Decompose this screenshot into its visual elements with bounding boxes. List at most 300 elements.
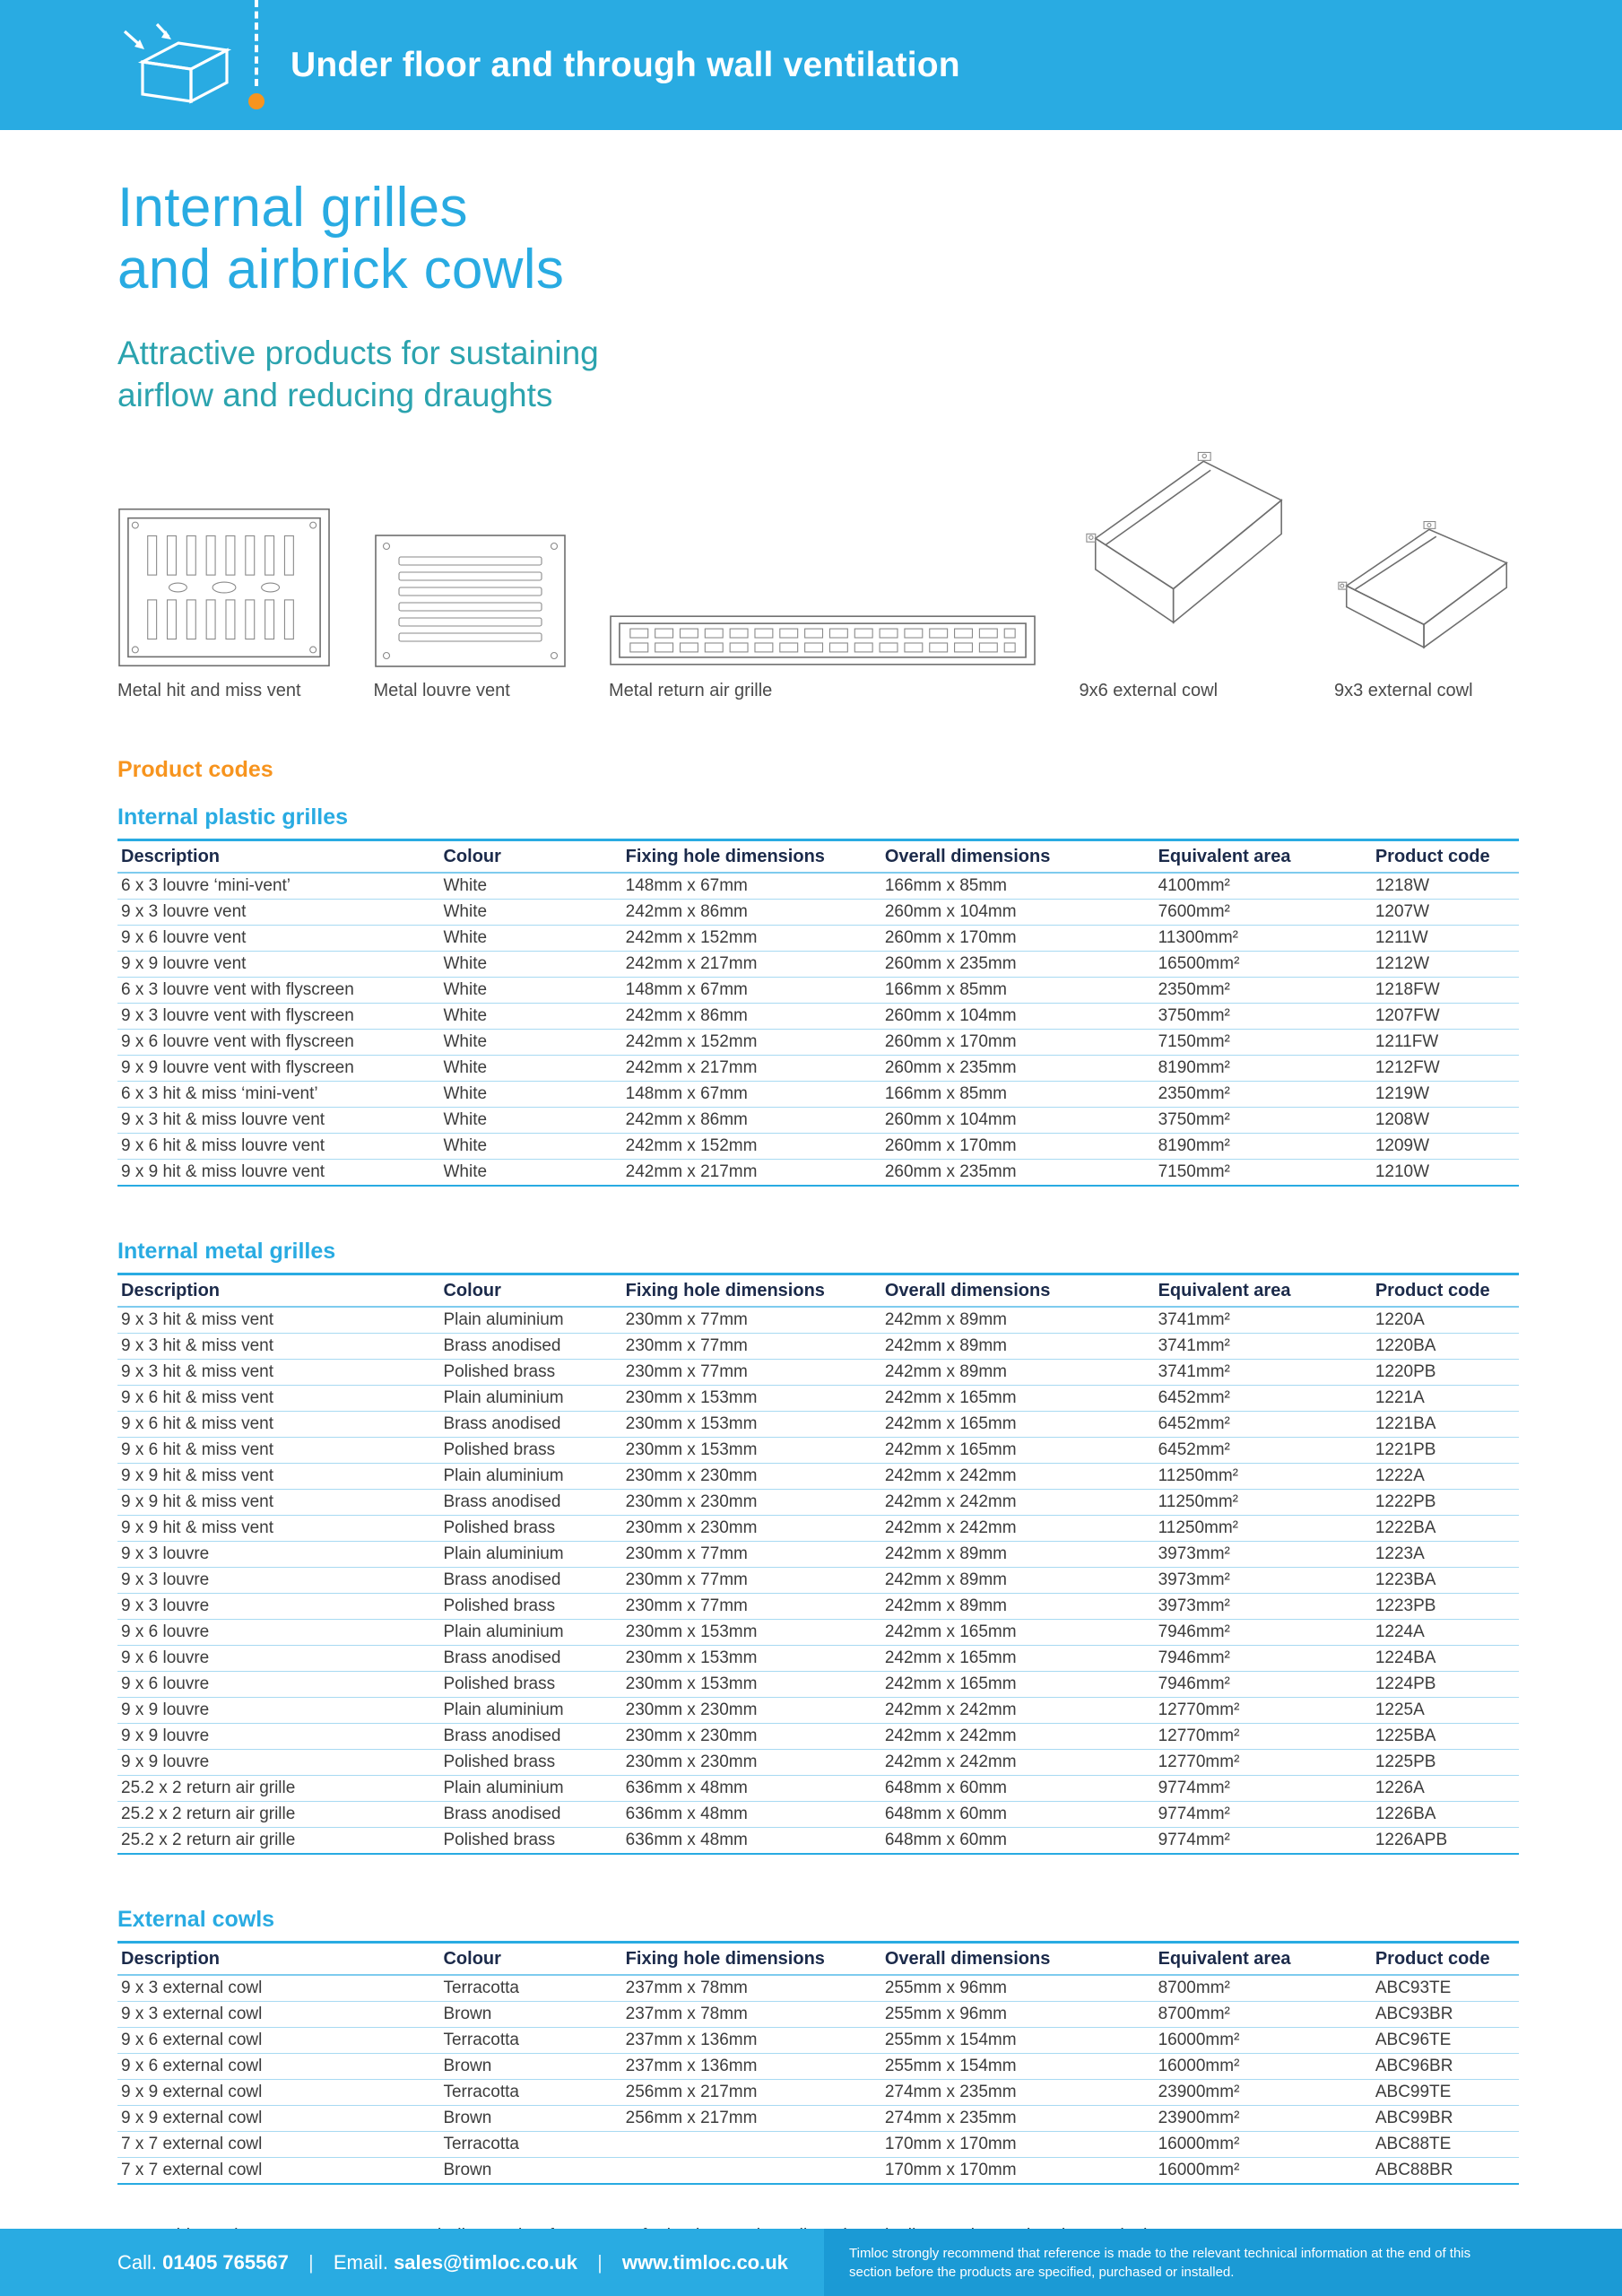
table-cell: 242mm x 86mm	[622, 899, 881, 925]
table-cell: 9 x 9 hit & miss vent	[117, 1463, 439, 1489]
table-cell: 260mm x 235mm	[881, 951, 1155, 977]
table-cell: 12770mm²	[1155, 1749, 1372, 1775]
table-cell: 242mm x 242mm	[881, 1463, 1155, 1489]
table-cell: 242mm x 242mm	[881, 1749, 1155, 1775]
header-title: Under floor and through wall ventilation	[291, 45, 960, 84]
table-cell: 148mm x 67mm	[622, 873, 881, 900]
table-cell: Brown	[439, 2105, 621, 2131]
table-cell: 237mm x 78mm	[622, 1975, 881, 2002]
table-cell: 242mm x 217mm	[622, 1159, 881, 1186]
table-cell: 9 x 9 louvre	[117, 1697, 439, 1723]
table-cell: 148mm x 67mm	[622, 1081, 881, 1107]
table-title: External cowls	[117, 1906, 275, 1932]
table-cell: Brass anodised	[439, 1723, 621, 1749]
table-cell: 6 x 3 louvre vent with flyscreen	[117, 977, 439, 1003]
product-caption: 9x3 external cowl	[1334, 680, 1473, 700]
table-cell: ABC88TE	[1372, 2131, 1519, 2157]
column-header: Colour	[439, 839, 621, 873]
table-row	[117, 1107, 1519, 1133]
table-cell	[622, 2131, 881, 2157]
page-title-line1: Internal grilles	[117, 177, 468, 239]
table-cell: 242mm x 165mm	[881, 1437, 1155, 1463]
table-cell: 7 x 7 external cowl	[117, 2157, 439, 2184]
table-cell: 1218W	[1372, 873, 1519, 900]
table-row	[117, 1801, 1519, 1827]
product-figure-return-air-grille	[609, 613, 1037, 701]
table-cell: 3741mm²	[1155, 1307, 1372, 1334]
table-row	[117, 1029, 1519, 1055]
table-cell: 2350mm²	[1155, 977, 1372, 1003]
return-air-grille-image	[609, 613, 1037, 668]
table-row	[117, 1489, 1519, 1515]
table-row	[117, 1133, 1519, 1159]
table-row	[117, 1541, 1519, 1567]
table-cell: 242mm x 165mm	[881, 1411, 1155, 1437]
table-row	[117, 873, 1519, 900]
table-row	[117, 1081, 1519, 1107]
table-cell: 230mm x 77mm	[622, 1593, 881, 1619]
table-cell: 242mm x 152mm	[622, 925, 881, 951]
external-cowl-9x3-image	[1334, 516, 1519, 668]
table-cell: 237mm x 78mm	[622, 2001, 881, 2027]
table-row	[117, 1463, 1519, 1489]
table-cell: White	[439, 1107, 621, 1133]
product-caption: Metal hit and miss vent	[117, 680, 301, 700]
table-cell: 242mm x 89mm	[881, 1567, 1155, 1593]
table-cell: 274mm x 235mm	[881, 2105, 1155, 2131]
table-cell: 3750mm²	[1155, 1107, 1372, 1133]
table-cell: 2350mm²	[1155, 1081, 1372, 1107]
dashed-divider	[239, 0, 274, 130]
table-cell: 3750mm²	[1155, 1003, 1372, 1029]
page-title	[117, 177, 1519, 301]
table-cell: 9 x 6 louvre vent with flyscreen	[117, 1029, 439, 1055]
column-header: Fixing hole dimensions	[622, 1942, 881, 1975]
table-cell: 6452mm²	[1155, 1437, 1372, 1463]
page-footer	[0, 2229, 1622, 2296]
column-header: Description	[117, 1274, 439, 1307]
table-row	[117, 1775, 1519, 1801]
table-cell: Brass anodised	[439, 1567, 621, 1593]
table-cell: 12770mm²	[1155, 1697, 1372, 1723]
table-cell	[622, 2157, 881, 2184]
table-cell: Brass anodised	[439, 1645, 621, 1671]
table-cell: 242mm x 242mm	[881, 1697, 1155, 1723]
table-cell: 648mm x 60mm	[881, 1775, 1155, 1801]
column-header: Equivalent area	[1155, 1942, 1372, 1975]
table-cell: 242mm x 89mm	[881, 1359, 1155, 1385]
table-row	[117, 1333, 1519, 1359]
table-cell: 9 x 9 hit & miss vent	[117, 1515, 439, 1541]
table-cell: 16000mm²	[1155, 2027, 1372, 2053]
table-cell: 1218FW	[1372, 977, 1519, 1003]
table-cell: White	[439, 899, 621, 925]
table-cell: 237mm x 136mm	[622, 2027, 881, 2053]
hit-and-miss-vent-image	[117, 507, 331, 668]
table-cell: 1219W	[1372, 1081, 1519, 1107]
table-row	[117, 1645, 1519, 1671]
table-cell: 242mm x 86mm	[622, 1107, 881, 1133]
table-cell: ABC93TE	[1372, 1975, 1519, 2002]
table-title: Internal metal grilles	[117, 1238, 336, 1264]
table-cell: 230mm x 230mm	[622, 1489, 881, 1515]
product-caption: 9x6 external cowl	[1079, 680, 1219, 700]
table-row	[117, 1593, 1519, 1619]
table-cell: White	[439, 1003, 621, 1029]
table-cell: 7 x 7 external cowl	[117, 2131, 439, 2157]
table-row	[117, 2001, 1519, 2027]
table-cell: 6 x 3 louvre ‘mini-vent’	[117, 873, 439, 900]
column-header: Overall dimensions	[881, 1942, 1155, 1975]
table-cell: 9 x 3 louvre vent	[117, 899, 439, 925]
table-row	[117, 1003, 1519, 1029]
column-header: Colour	[439, 1942, 621, 1975]
table-cell: 242mm x 165mm	[881, 1619, 1155, 1645]
table-cell: 6452mm²	[1155, 1385, 1372, 1411]
page-subtitle-line2: airflow and reducing draughts	[117, 377, 553, 414]
table-cell: 237mm x 136mm	[622, 2053, 881, 2079]
page-content	[0, 177, 1622, 2247]
column-header: Fixing hole dimensions	[622, 839, 881, 873]
table-cell: White	[439, 873, 621, 900]
table-cell: Brass anodised	[439, 1801, 621, 1827]
table-cell: ABC99TE	[1372, 2079, 1519, 2105]
table-cell: 1221BA	[1372, 1411, 1519, 1437]
footer-separator: |	[308, 2250, 314, 2274]
table-cell: 260mm x 170mm	[881, 1029, 1155, 1055]
table-cell: 9 x 3 hit & miss vent	[117, 1359, 439, 1385]
table-cell: 230mm x 77mm	[622, 1333, 881, 1359]
table-row	[117, 2105, 1519, 2131]
table-cell: 9 x 6 external cowl	[117, 2053, 439, 2079]
table-cell: 255mm x 96mm	[881, 2001, 1155, 2027]
table-cell: 260mm x 104mm	[881, 899, 1155, 925]
table-cell: 11250mm²	[1155, 1515, 1372, 1541]
table-cell: 3973mm²	[1155, 1567, 1372, 1593]
table-cell: 8700mm²	[1155, 1975, 1372, 2002]
table-cell: 9 x 9 hit & miss vent	[117, 1489, 439, 1515]
column-header: Equivalent area	[1155, 839, 1372, 873]
table-cell: 260mm x 104mm	[881, 1107, 1155, 1133]
table-cell: 260mm x 235mm	[881, 1055, 1155, 1081]
table-row	[117, 899, 1519, 925]
product-figure-cowl-9x3	[1334, 516, 1519, 701]
table-cell: 11250mm²	[1155, 1489, 1372, 1515]
table-header-row	[117, 839, 1519, 873]
table-cell: Polished brass	[439, 1437, 621, 1463]
table-cell: 25.2 x 2 return air grille	[117, 1827, 439, 1854]
table-cell: Brass anodised	[439, 1411, 621, 1437]
table-cell: 242mm x 89mm	[881, 1307, 1155, 1334]
table-row	[117, 2131, 1519, 2157]
table-cell: 23900mm²	[1155, 2105, 1372, 2131]
table-cell: 9 x 6 louvre	[117, 1645, 439, 1671]
table-cell: 255mm x 154mm	[881, 2053, 1155, 2079]
table-row	[117, 1411, 1519, 1437]
page-subtitle	[117, 332, 1519, 417]
column-header: Product code	[1372, 1274, 1519, 1307]
table-cell: 230mm x 153mm	[622, 1645, 881, 1671]
table-cell: 1226BA	[1372, 1801, 1519, 1827]
table-cell: 230mm x 230mm	[622, 1723, 881, 1749]
table-cell: Plain aluminium	[439, 1307, 621, 1334]
table-cell: 230mm x 77mm	[622, 1307, 881, 1334]
table-cell: 242mm x 217mm	[622, 951, 881, 977]
table-cell: 230mm x 230mm	[622, 1463, 881, 1489]
table-cell: 1212W	[1372, 951, 1519, 977]
table-cell: 9 x 3 louvre	[117, 1541, 439, 1567]
table-cell: Brown	[439, 2001, 621, 2027]
table-cell: 230mm x 153mm	[622, 1411, 881, 1437]
table-cell: White	[439, 1029, 621, 1055]
table-cell: 1224BA	[1372, 1645, 1519, 1671]
table-cell: 1225PB	[1372, 1749, 1519, 1775]
table-cell: 9 x 3 hit & miss vent	[117, 1307, 439, 1334]
table-cell: 242mm x 165mm	[881, 1671, 1155, 1697]
table-cell: 166mm x 85mm	[881, 873, 1155, 900]
table-cell: 230mm x 230mm	[622, 1515, 881, 1541]
table-cell: 242mm x 165mm	[881, 1645, 1155, 1671]
table-cell: 1223A	[1372, 1541, 1519, 1567]
table-row	[117, 977, 1519, 1003]
dashed-line	[255, 0, 258, 86]
column-header: Description	[117, 1942, 439, 1975]
table-row	[117, 1619, 1519, 1645]
table-cell: 16000mm²	[1155, 2157, 1372, 2184]
table-cell: 9 x 9 louvre	[117, 1723, 439, 1749]
table-cell: 256mm x 217mm	[622, 2105, 881, 2131]
table-cell: 1221A	[1372, 1385, 1519, 1411]
table-title: Internal plastic grilles	[117, 804, 349, 830]
footer-separator: |	[597, 2250, 603, 2274]
table-cell: 1210W	[1372, 1159, 1519, 1186]
internal-metal-grilles-table	[117, 1273, 1519, 1855]
table-cell: White	[439, 1133, 621, 1159]
table-cell: 230mm x 153mm	[622, 1671, 881, 1697]
table-cell: 23900mm²	[1155, 2079, 1372, 2105]
table-cell: ABC96BR	[1372, 2053, 1519, 2079]
page-header	[0, 0, 1622, 130]
table-cell: 9 x 6 hit & miss vent	[117, 1411, 439, 1437]
table-cell: 1226A	[1372, 1775, 1519, 1801]
column-header: Colour	[439, 1274, 621, 1307]
table-cell: 1222A	[1372, 1463, 1519, 1489]
table-cell: Plain aluminium	[439, 1775, 621, 1801]
product-figure-louvre	[374, 534, 567, 701]
table-cell: 7600mm²	[1155, 899, 1372, 925]
table-cell: 12770mm²	[1155, 1723, 1372, 1749]
table-row	[117, 1975, 1519, 2002]
column-header: Product code	[1372, 839, 1519, 873]
table-cell: 7946mm²	[1155, 1645, 1372, 1671]
page-title-line2: and airbrick cowls	[117, 239, 565, 301]
column-header: Equivalent area	[1155, 1274, 1372, 1307]
table-cell: 636mm x 48mm	[622, 1801, 881, 1827]
footer-disclaimer: Timloc strongly recommend that reference is made to the relevant technical information at the end of this section before the products are specified, purchased or installed.	[824, 2229, 1622, 2296]
section-external-cowls	[117, 1907, 1519, 2185]
product-figure-hit-and-miss	[117, 507, 331, 701]
page-subtitle-line1: Attractive products for sustaining	[117, 334, 599, 371]
table-cell: 1208W	[1372, 1107, 1519, 1133]
email-link[interactable]: sales@timloc.co.uk	[394, 2250, 577, 2274]
orange-dot-icon	[248, 93, 265, 109]
table-cell: 9 x 3 external cowl	[117, 2001, 439, 2027]
table-cell: 9 x 6 louvre	[117, 1671, 439, 1697]
table-cell: 8190mm²	[1155, 1055, 1372, 1081]
table-cell: 636mm x 48mm	[622, 1827, 881, 1854]
table-cell: 260mm x 170mm	[881, 1133, 1155, 1159]
table-cell: 9 x 3 louvre vent with flyscreen	[117, 1003, 439, 1029]
table-cell: 8700mm²	[1155, 2001, 1372, 2027]
table-cell: 9774mm²	[1155, 1827, 1372, 1854]
product-figure-cowl-9x6	[1080, 444, 1292, 701]
table-cell: 3741mm²	[1155, 1359, 1372, 1385]
column-header: Description	[117, 839, 439, 873]
call-label: Call.	[117, 2250, 158, 2274]
table-row	[117, 1359, 1519, 1385]
table-cell: Polished brass	[439, 1671, 621, 1697]
footer-contact	[117, 2251, 788, 2274]
table-cell: 9 x 3 louvre	[117, 1567, 439, 1593]
table-cell: 230mm x 230mm	[622, 1749, 881, 1775]
external-cowls-table	[117, 1941, 1519, 2185]
table-cell: 255mm x 96mm	[881, 1975, 1155, 2002]
column-header: Product code	[1372, 1942, 1519, 1975]
table-cell: Terracotta	[439, 2027, 621, 2053]
table-cell: 170mm x 170mm	[881, 2131, 1155, 2157]
table-cell: 648mm x 60mm	[881, 1801, 1155, 1827]
table-cell: 1222PB	[1372, 1489, 1519, 1515]
table-cell: 3973mm²	[1155, 1541, 1372, 1567]
table-cell: 11300mm²	[1155, 925, 1372, 951]
table-cell: 9 x 3 hit & miss louvre vent	[117, 1107, 439, 1133]
table-cell: 3741mm²	[1155, 1333, 1372, 1359]
table-cell: Plain aluminium	[439, 1697, 621, 1723]
louvre-vent-image	[374, 534, 567, 668]
product-images-row	[117, 444, 1519, 701]
table-cell: 9 x 6 external cowl	[117, 2027, 439, 2053]
table-cell: Polished brass	[439, 1749, 621, 1775]
table-header-row	[117, 1274, 1519, 1307]
table-cell: White	[439, 1159, 621, 1186]
table-cell: 9 x 9 louvre vent	[117, 951, 439, 977]
table-cell: 9 x 6 louvre	[117, 1619, 439, 1645]
table-cell: Plain aluminium	[439, 1541, 621, 1567]
table-cell: ABC99BR	[1372, 2105, 1519, 2131]
table-cell: ABC88BR	[1372, 2157, 1519, 2184]
table-cell: 9 x 6 hit & miss louvre vent	[117, 1133, 439, 1159]
table-cell: 16000mm²	[1155, 2131, 1372, 2157]
table-cell: 242mm x 89mm	[881, 1593, 1155, 1619]
section-internal-metal-grilles	[117, 1239, 1519, 1855]
table-cell: 3973mm²	[1155, 1593, 1372, 1619]
table-cell: 9 x 3 louvre	[117, 1593, 439, 1619]
table-cell: 1225BA	[1372, 1723, 1519, 1749]
table-row	[117, 2079, 1519, 2105]
table-cell: 8190mm²	[1155, 1133, 1372, 1159]
table-row	[117, 1723, 1519, 1749]
table-cell: 1220PB	[1372, 1359, 1519, 1385]
table-cell: White	[439, 1081, 621, 1107]
table-cell: 166mm x 85mm	[881, 1081, 1155, 1107]
external-cowl-9x6-image	[1080, 444, 1292, 668]
table-row	[117, 1307, 1519, 1334]
table-cell: 25.2 x 2 return air grille	[117, 1801, 439, 1827]
table-cell: 260mm x 235mm	[881, 1159, 1155, 1186]
table-cell: 1224PB	[1372, 1671, 1519, 1697]
table-cell: 9774mm²	[1155, 1775, 1372, 1801]
product-caption: Metal louvre vent	[373, 680, 510, 700]
table-cell: 242mm x 242mm	[881, 1489, 1155, 1515]
table-cell: 9 x 3 hit & miss vent	[117, 1333, 439, 1359]
table-cell: 7150mm²	[1155, 1159, 1372, 1186]
product-caption: Metal return air grille	[609, 680, 773, 700]
table-cell: 11250mm²	[1155, 1463, 1372, 1489]
table-cell: 7150mm²	[1155, 1029, 1372, 1055]
table-cell: 230mm x 153mm	[622, 1437, 881, 1463]
table-cell: ABC93BR	[1372, 2001, 1519, 2027]
table-cell: 648mm x 60mm	[881, 1827, 1155, 1854]
table-cell: 166mm x 85mm	[881, 977, 1155, 1003]
table-cell: ABC96TE	[1372, 2027, 1519, 2053]
table-row	[117, 1385, 1519, 1411]
table-cell: 9 x 9 external cowl	[117, 2105, 439, 2131]
table-cell: 242mm x 217mm	[622, 1055, 881, 1081]
table-cell: 1222BA	[1372, 1515, 1519, 1541]
table-cell: Brown	[439, 2053, 621, 2079]
table-cell: Brown	[439, 2157, 621, 2184]
table-cell: Polished brass	[439, 1359, 621, 1385]
table-cell: 25.2 x 2 return air grille	[117, 1775, 439, 1801]
table-cell: 1207FW	[1372, 1003, 1519, 1029]
table-header-row	[117, 1942, 1519, 1975]
table-cell: 242mm x 152mm	[622, 1133, 881, 1159]
table-cell: 255mm x 154mm	[881, 2027, 1155, 2053]
table-cell: 1221PB	[1372, 1437, 1519, 1463]
table-row	[117, 1567, 1519, 1593]
table-cell: Polished brass	[439, 1515, 621, 1541]
table-row	[117, 951, 1519, 977]
table-cell: 1226APB	[1372, 1827, 1519, 1854]
phone-number: 01405 765567	[162, 2250, 289, 2274]
table-cell: Terracotta	[439, 1975, 621, 2002]
table-row	[117, 1515, 1519, 1541]
table-cell: 242mm x 89mm	[881, 1541, 1155, 1567]
table-cell: 242mm x 89mm	[881, 1333, 1155, 1359]
table-cell: 9 x 9 external cowl	[117, 2079, 439, 2105]
table-cell: 1220BA	[1372, 1333, 1519, 1359]
section-internal-plastic-grilles	[117, 804, 1519, 1187]
table-row	[117, 1159, 1519, 1186]
table-cell: Brass anodised	[439, 1333, 621, 1359]
website-link[interactable]: www.timloc.co.uk	[621, 2250, 788, 2274]
table-cell: 1220A	[1372, 1307, 1519, 1334]
table-cell: 1225A	[1372, 1697, 1519, 1723]
table-cell: 1211W	[1372, 925, 1519, 951]
table-cell: 9 x 3 external cowl	[117, 1975, 439, 2002]
table-cell: Terracotta	[439, 2079, 621, 2105]
table-cell: 170mm x 170mm	[881, 2157, 1155, 2184]
table-row	[117, 2027, 1519, 2053]
table-cell: 242mm x 242mm	[881, 1515, 1155, 1541]
table-cell: 230mm x 77mm	[622, 1541, 881, 1567]
table-cell: 242mm x 86mm	[622, 1003, 881, 1029]
product-codes-heading: Product codes	[117, 756, 273, 782]
table-cell: 230mm x 230mm	[622, 1697, 881, 1723]
table-cell: 242mm x 165mm	[881, 1385, 1155, 1411]
table-cell: 242mm x 152mm	[622, 1029, 881, 1055]
table-cell: 256mm x 217mm	[622, 2079, 881, 2105]
